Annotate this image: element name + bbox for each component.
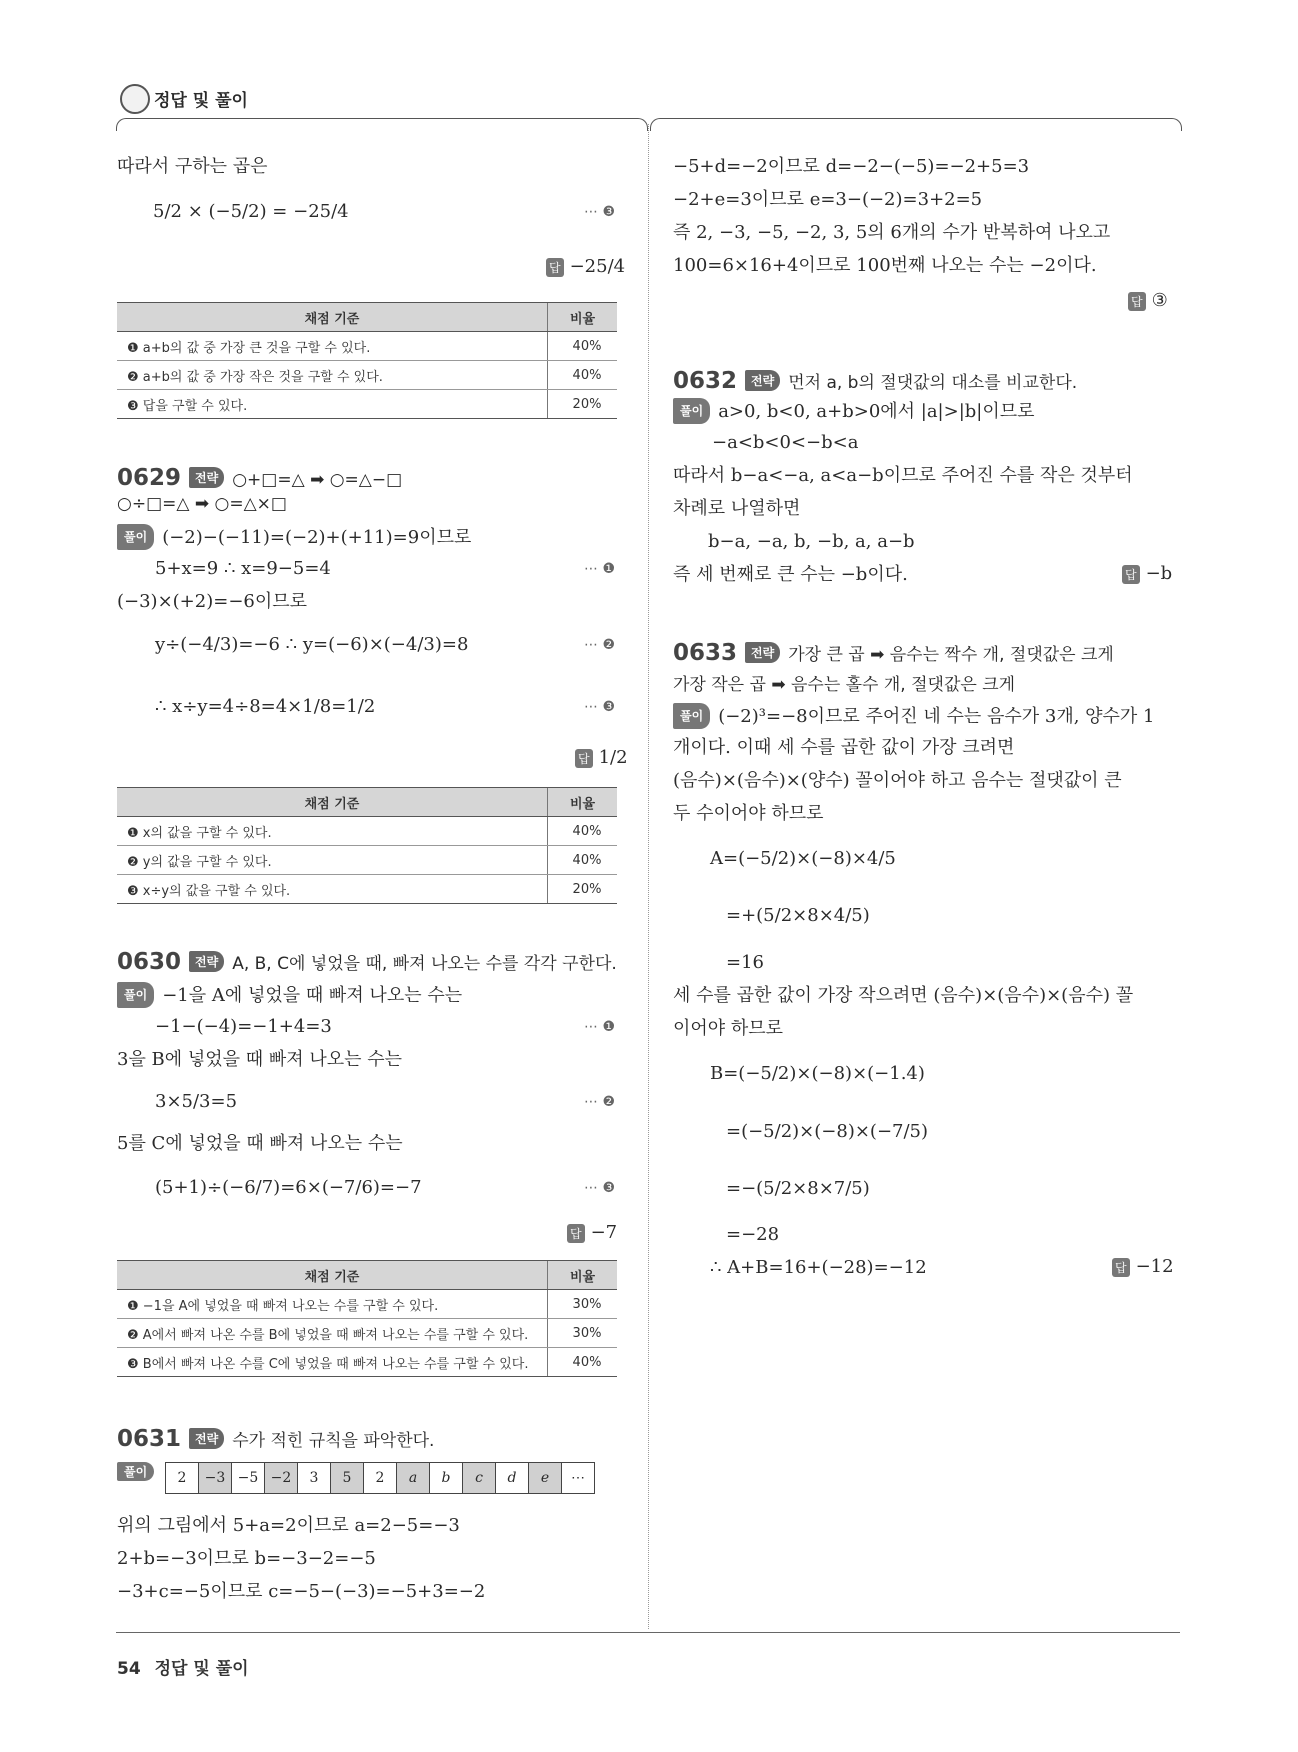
- table-cell: ❸ x÷y의 값을 구할 수 있다.: [117, 875, 548, 904]
- strategy-badge: 전략: [189, 467, 224, 488]
- text-line: (음수)×(음수)×(양수) 꼴이어야 하고 음수는 절댓값이 큰: [673, 770, 1122, 791]
- left-column-frame: [116, 118, 648, 131]
- page-header-title: 정답 및 풀이: [154, 91, 248, 111]
- table-row: [117, 875, 617, 904]
- text-line: 두 수이어야 하므로: [673, 803, 824, 824]
- math-line: (−2)³=−8이므로 주어진 네 수는 음수가 3개, 양수가 1: [718, 706, 1155, 727]
- answer-value: 1/2: [598, 747, 628, 768]
- math-line: ∴ A+B=16+(−28)=−12: [710, 1257, 927, 1278]
- problem-0629-heading: [117, 465, 402, 491]
- footer-rule: [116, 1632, 1180, 1633]
- table-cell: ❸ B에서 빠져 나온 수를 C에 넣었을 때 빠져 나오는 수를 구할 수 있다.: [117, 1348, 548, 1377]
- step-marker: ⋯ ❶: [584, 561, 616, 577]
- math-line: ∴ x÷y=4÷8=4×1/8=1/2: [155, 696, 376, 717]
- table-row: [117, 332, 617, 361]
- math-line: (−3)×(+2)=−6이므로: [117, 591, 308, 612]
- math-line: −5+d=−2이므로 d=−2−(−5)=−2+5=3: [673, 156, 1030, 177]
- footer: [117, 1654, 249, 1679]
- step-marker: ⋯ ❷: [584, 1094, 616, 1110]
- text-line: 개이다. 이때 세 수를 곱한 값이 가장 크려면: [673, 737, 1015, 758]
- strategy-text: ○+□=△ ➡ ○=△−□: [232, 470, 403, 490]
- text-line: 이어야 하므로: [673, 1018, 784, 1039]
- answer: [546, 256, 625, 277]
- table-row: [117, 1348, 617, 1377]
- sequence-table: [165, 1462, 595, 1494]
- solution-badge: 풀이: [117, 982, 154, 1008]
- strategy-badge: 전략: [745, 370, 780, 391]
- grading-table-2: [117, 787, 617, 904]
- math-line: −1을 A에 넣었을 때 빠져 나오는 수는: [162, 985, 463, 1006]
- solution-line: [117, 524, 471, 550]
- solution-badge: 풀이: [117, 524, 154, 550]
- table-cell: 40%: [548, 846, 618, 875]
- answer-badge: 답: [575, 749, 593, 768]
- solution-line: [673, 703, 1154, 729]
- text-line: 차례로 나열하면: [673, 498, 801, 519]
- table-cell: 30%: [548, 1290, 618, 1319]
- problem-0633-heading: [673, 640, 1114, 666]
- text-line: 세 수를 곱한 값이 가장 작으려면 (음수)×(음수)×(음수) 꼴: [673, 985, 1134, 1006]
- problem-number: 0631: [117, 1426, 182, 1452]
- table-cell: ❶ −1을 A에 넣었을 때 빠져 나오는 수를 구할 수 있다.: [117, 1290, 548, 1319]
- sequence-cell: b: [430, 1463, 463, 1494]
- sequence-cell: d: [496, 1463, 529, 1494]
- answer-value: −7: [590, 1222, 618, 1243]
- math-line: 5+x=9 ∴ x=9−5=4: [155, 558, 331, 579]
- step-marker: ⋯ ❶: [584, 1019, 616, 1035]
- table-cell: 40%: [548, 361, 618, 390]
- sequence-cell: 5: [331, 1463, 364, 1494]
- answer-badge: 답: [1112, 1258, 1130, 1277]
- table-row: [117, 817, 617, 846]
- table-row: [117, 361, 617, 390]
- table-row: [117, 846, 617, 875]
- table-header: 채점 기준: [117, 1261, 548, 1290]
- math-line: (5+1)÷(−6/7)=6×(−7/6)=−7: [155, 1177, 422, 1198]
- math-line: =−28: [726, 1224, 780, 1245]
- problem-0632-heading: [673, 368, 1077, 394]
- strategy-text: 수가 적힌 규칙을 파악한다.: [232, 1431, 435, 1451]
- answer-value: −b: [1145, 563, 1173, 584]
- strategy-badge: 전략: [189, 1428, 224, 1449]
- strategy-text: 가장 작은 곱 ➡ 음수는 홀수 개, 절댓값은 크게: [673, 675, 1016, 695]
- solution-badge: 풀이: [117, 1462, 154, 1481]
- strategy-text: A, B, C에 넣었을 때, 빠져 나오는 수를 각각 구한다.: [232, 954, 617, 974]
- table-row: [117, 390, 617, 419]
- text-line: 즉 세 번째로 큰 수는 −b이다.: [673, 564, 908, 585]
- sequence-cell: ⋯: [562, 1463, 595, 1494]
- strategy-text: 가장 큰 곱 ➡ 음수는 짝수 개, 절댓값은 크게: [788, 645, 1114, 665]
- table-cell: ❷ y의 값을 구할 수 있다.: [117, 846, 548, 875]
- math-line: A=(−5/2)×(−8)×4/5: [710, 848, 896, 869]
- problem-0631-heading: [117, 1426, 434, 1452]
- sequence-cell: e: [529, 1463, 562, 1494]
- table-cell: ❶ x의 값을 구할 수 있다.: [117, 817, 548, 846]
- table-cell: ❶ a+b의 값 중 가장 큰 것을 구할 수 있다.: [117, 332, 548, 361]
- table-header: 비율: [548, 303, 618, 332]
- right-column-frame: [650, 118, 1182, 131]
- problem-0630-heading: [117, 949, 617, 975]
- table-cell: 20%: [548, 875, 618, 904]
- table-row: [117, 1319, 617, 1348]
- math-line: 2+b=−3이므로 b=−3−2=−5: [117, 1548, 376, 1569]
- page-number: 54: [117, 1659, 141, 1679]
- answer: [1122, 563, 1172, 584]
- answer-value: ③: [1151, 290, 1168, 311]
- math-line: =(−5/2)×(−8)×(−7/5): [726, 1121, 929, 1142]
- strategy-badge: 전략: [745, 642, 780, 663]
- problem-number: 0629: [117, 465, 182, 491]
- answer-badge: 답: [567, 1224, 585, 1243]
- text-line: 즉 2, −3, −5, −2, 3, 5의 6개의 수가 반복하여 나오고: [673, 222, 1111, 243]
- sequence-cell: c: [463, 1463, 496, 1494]
- math-line: −3+c=−5이므로 c=−5−(−3)=−5+3=−2: [117, 1581, 486, 1602]
- table-cell: 20%: [548, 390, 618, 419]
- math-line: a>0, b<0, a+b>0에서 |a|>|b|이므로: [718, 401, 1035, 422]
- column-divider: [648, 124, 649, 1629]
- grading-table-3: [117, 1260, 617, 1377]
- text-line: 따라서 b−a<−a, a<a−b이므로 주어진 수를 작은 것부터: [673, 465, 1133, 486]
- answer-value: −12: [1135, 1256, 1174, 1277]
- step-marker: ⋯ ❸: [584, 699, 616, 715]
- answer-badge: 답: [1128, 292, 1146, 311]
- table-cell: 40%: [548, 1348, 618, 1377]
- sequence-cell: 2: [166, 1463, 199, 1494]
- math-line: B=(−5/2)×(−8)×(−1.4): [710, 1063, 925, 1084]
- solution-line: [117, 982, 462, 1008]
- table-row: [117, 1290, 617, 1319]
- step-marker: ⋯ ❸: [584, 1180, 616, 1196]
- table-cell: ❸ 답을 구할 수 있다.: [117, 390, 548, 419]
- answer-badge: 답: [1122, 565, 1140, 584]
- strategy-text: ○÷□=△ ➡ ○=△×□: [117, 494, 287, 514]
- table-header: 비율: [548, 1261, 618, 1290]
- table-cell: 40%: [548, 332, 618, 361]
- math-line: −1−(−4)=−1+4=3: [155, 1016, 332, 1037]
- solution-line: [673, 398, 1035, 424]
- sequence-cell: a: [397, 1463, 430, 1494]
- math-line: 위의 그림에서 5+a=2이므로 a=2−5=−3: [117, 1515, 460, 1536]
- table-header: 채점 기준: [117, 303, 548, 332]
- grading-table-1: [117, 302, 617, 419]
- answer-badge: 답: [546, 258, 564, 277]
- text-line: 5를 C에 넣었을 때 빠져 나오는 수는: [117, 1133, 403, 1154]
- math-line: 3×5/3=5: [155, 1091, 238, 1112]
- sequence-cell: 2: [364, 1463, 397, 1494]
- footer-title: 정답 및 풀이: [154, 1659, 249, 1679]
- solution-badge: 풀이: [673, 398, 710, 424]
- math-line: −a<b<0<−b<a: [712, 432, 859, 453]
- problem-number: 0632: [673, 368, 738, 394]
- math-line: b−a, −a, b, −b, a, a−b: [708, 531, 915, 552]
- table-header: 비율: [548, 788, 618, 817]
- table-cell: 40%: [548, 817, 618, 846]
- text-line: 100=6×16+4이므로 100번째 나오는 수는 −2이다.: [673, 255, 1097, 276]
- strategy-badge: 전략: [189, 951, 224, 972]
- answer: [575, 747, 628, 768]
- math-line: =16: [726, 952, 764, 973]
- sequence-cell: −3: [199, 1463, 232, 1494]
- problem-number: 0630: [117, 949, 182, 975]
- mascot-icon: [120, 84, 150, 114]
- answer: [567, 1222, 617, 1243]
- table-cell: ❷ a+b의 값 중 가장 작은 것을 구할 수 있다.: [117, 361, 548, 390]
- math-line: y÷(−4/3)=−6 ∴ y=(−6)×(−4/3)=8: [155, 634, 469, 655]
- text-line: 3을 B에 넣었을 때 빠져 나오는 수는: [117, 1049, 403, 1070]
- step-marker: ⋯ ❷: [584, 637, 616, 653]
- math-line: =−(5/2×8×7/5): [726, 1178, 870, 1199]
- math-line: (−2)−(−11)=(−2)+(+11)=9이므로: [162, 527, 472, 548]
- answer-value: −25/4: [569, 256, 626, 277]
- math-line: −2+e=3이므로 e=3−(−2)=3+2=5: [673, 189, 983, 210]
- sequence-cell: 3: [298, 1463, 331, 1494]
- text-line: 따라서 구하는 곱은: [117, 156, 268, 177]
- strategy-text: 먼저 a, b의 절댓값의 대소를 비교한다.: [788, 373, 1078, 393]
- answer: [1112, 1256, 1174, 1277]
- table-header: 채점 기준: [117, 788, 548, 817]
- sequence-cell: −2: [265, 1463, 298, 1494]
- answer: [1128, 290, 1168, 311]
- step-marker: ⋯ ❸: [584, 204, 616, 220]
- math-line: =+(5/2×8×4/5): [726, 905, 870, 926]
- table-cell: 30%: [548, 1319, 618, 1348]
- table-cell: ❷ A에서 빠져 나온 수를 B에 넣었을 때 빠져 나오는 수를 구할 수 있다.: [117, 1319, 548, 1348]
- problem-number: 0633: [673, 640, 738, 666]
- sequence-cell: −5: [232, 1463, 265, 1494]
- solution-badge: 풀이: [673, 703, 710, 729]
- math-line: 5/2 × (−5/2) = −25/4: [153, 201, 349, 222]
